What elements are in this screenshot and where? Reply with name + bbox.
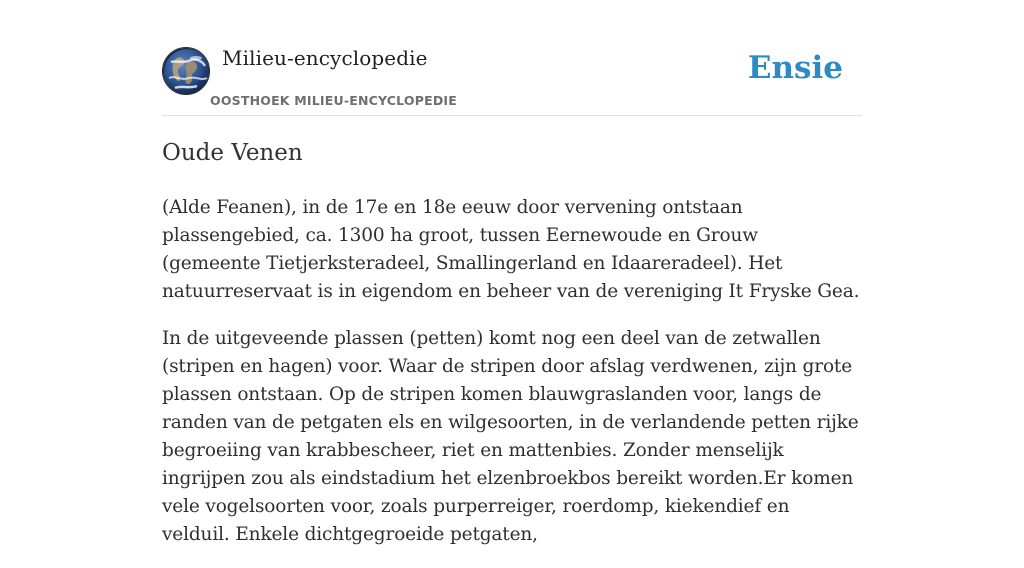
site-subtitle: OOSTHOEK MILIEU-ENCYCLOPEDIE [210,93,457,108]
page-container [162,0,862,545]
article-paragraph: In de uitgeveende plassen (petten) komt nog een deel van de zetwallen (stripen en hagen) voor. Waar de stripen door afslag verdwenen, zijn grote plassen ontstaan. Op de stripen komen blauwgraslanden voor, langs de randen van de petgaten els en wilgesoorten, in de verlandende petten rijke begroeiing van krabbescheer, riet en mattenbies. Zonder menselijk ingrijpen zou als eindstadium het elzenbroekbos bereikt worden.Er komen vele vogelsoorten voor, zoals purperreiger, roerdomp, kiekendief en velduil. Enkele dichtgegroeide petgaten, [162,328,859,545]
brand-logo[interactable]: Ensie [747,50,843,86]
earth-globe-icon[interactable] [162,47,210,95]
site-title[interactable]: Milieu-encyclopedie [222,46,428,70]
page-title: Oude Venen [162,140,303,166]
article-paragraph: (Alde Feanen), in de 17e en 18e eeuw door vervening ontstaan plassengebied, ca. 1300 ha groot, tussen Eernewoude en Grouw (gemeente Tietjerksteradeel, Smallingerland en Idaareradeel). Het natuurreservaat is in eigendom en beheer van de vereniging It Fryske Gea. [162,197,860,302]
site-header [162,0,862,116]
